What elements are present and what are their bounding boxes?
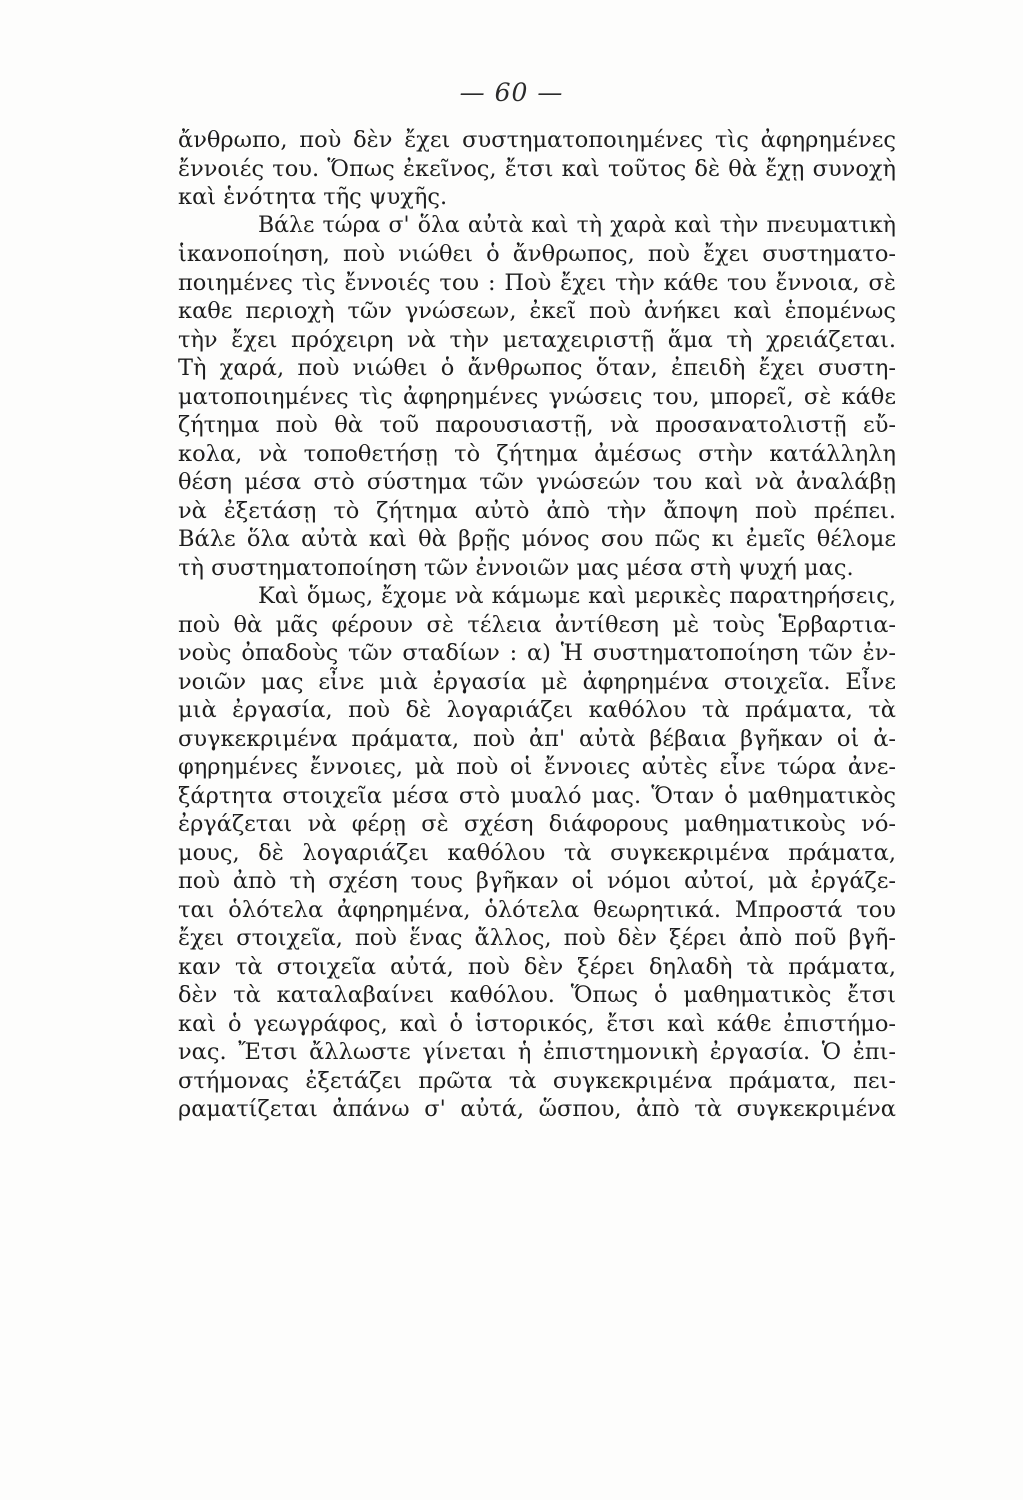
- text-line: ζήτημα ποὺ θὰ τοῦ παρουσιαστῇ, νὰ προσανατολιστῇ εὔ-: [178, 412, 896, 438]
- text-line: στήμονας ἐξετάζει πρῶτα τὰ συγκεκριμένα πράματα, πει-: [178, 1067, 896, 1094]
- text-line: Βάλε ὅλα αὐτὰ καὶ θὰ βρῇς μόνος σου πῶς κι ἐμεῖς θέλομε: [178, 526, 896, 552]
- text-line: νας. Ἔτσι ἄλλωστε γίνεται ἡ ἐπιστημονικὴ ἐργασία. Ὁ ἐπι-: [178, 1039, 896, 1065]
- text-line: καὶ ὁ γεωγράφος, καὶ ὁ ἱστορικός, ἔτσι καὶ κάθε ἐπιστήμο-: [178, 1010, 896, 1037]
- text-line: τὴ συστηματοποίηση τῶν ἐννοιῶν μας μέσα στὴ ψυχή μας.: [178, 554, 854, 581]
- text-line: ται ὁλότελα ἀφηρημένα, ὁλότελα θεωρητικά. Μπροστά του: [178, 896, 896, 923]
- text-line: ποὺ θὰ μᾶς φέρουν σὲ τέλεια ἀντίθεση μὲ τοὺς Ἑρβαρτια-: [178, 611, 896, 638]
- text-line: νοιῶν μας εἶνε μιὰ ἐργασία μὲ ἀφηρημένα στοιχεῖα. Εἶνε: [178, 668, 896, 695]
- text-line: καν τὰ στοιχεῖα αὐτά, ποὺ δὲν ξέρει δηλαδὴ τὰ πράματα,: [178, 953, 896, 980]
- text-line: ραματίζεται ἀπάνω σ' αὐτά, ὥσπου, ἀπὸ τὰ συγκεκριμένα: [178, 1096, 896, 1122]
- text-line: φηρημένες ἔννοιες, μὰ ποὺ οἱ ἔννοιες αὐτὲς εἶνε τώρα ἀνε-: [178, 754, 896, 780]
- text-line: ποὺ ἀπὸ τὴ σχέση τους βγῆκαν οἱ νόμοι αὐτοί, μὰ ἐργάζε-: [178, 868, 896, 894]
- text-line: ἔννοιές του. Ὅπως ἐκεῖνος, ἔτσι καὶ τοῦτος δὲ θὰ ἔχῃ συνοχὴ: [178, 155, 896, 182]
- text-line: Τὴ χαρά, ποὺ νιώθει ὁ ἄνθρωπος ὅταν, ἐπειδὴ ἔχει συστη-: [178, 355, 896, 381]
- text-line: Καὶ ὅμως, ἔχομε νὰ κάμωμε καὶ μερικὲς παρατηρήσεις,: [258, 583, 896, 609]
- text-line: ποιημένες τὶς ἔννοιές του : Ποὺ ἔχει τὴν κάθε του ἔννοια, σὲ: [178, 269, 896, 296]
- text-line: μους, δὲ λογαριάζει καθόλου τὰ συγκεκριμένα πράματα,: [178, 839, 896, 866]
- body-text: [178, 126, 896, 1124]
- text-line: καὶ ἑνότητα τῆς ψυχῆς.: [178, 184, 448, 210]
- text-line: κολα, νὰ τοποθετήσῃ τὸ ζήτημα ἀμέσως στὴν κατάλληλη: [178, 440, 896, 467]
- text-line: καθε περιοχὴ τῶν γνώσεων, ἐκεῖ ποὺ ἀνήκει καὶ ἑπομένως: [178, 298, 896, 324]
- text-line: θέση μέσα στὸ σύστημα τῶν γνώσεών του καὶ νὰ ἀναλάβῃ: [178, 469, 896, 495]
- text-line: ἔχει στοιχεῖα, ποὺ ἕνας ἄλλος, ποὺ δὲν ξέρει ἀπὸ ποῦ βγῆ-: [178, 925, 896, 951]
- text-line: Βάλε τώρα σ' ὅλα αὐτὰ καὶ τὴ χαρὰ καὶ τὴν πνευματικὴ: [258, 212, 896, 238]
- text-line: συγκεκριμένα πράματα, ποὺ ἀπ' αὐτὰ βέβαια βγῆκαν οἱ ἀ-: [178, 725, 896, 752]
- text-line: δὲν τὰ καταλαβαίνει καθόλου. Ὅπως ὁ μαθηματικὸς ἔτσι: [178, 982, 896, 1008]
- text-line: ματοποιημένες τὶς ἀφηρημένες γνώσεις του, μπορεῖ, σὲ κάθε: [178, 383, 896, 410]
- page-number: — 60 —: [459, 78, 564, 107]
- text-line: νὰ ἐξετάσῃ τὸ ζήτημα αὐτὸ ἀπὸ τὴν ἄποψη ποὺ πρέπει.: [178, 497, 896, 524]
- text-line: τὴν ἔχει πρόχειρη νὰ τὴν μεταχειριστῇ ἅμα τὴ χρειάζεται.: [178, 326, 896, 353]
- text-line: ἄνθρωπο, ποὺ δὲν ἔχει συστηματοποιημένες τὶς ἀφηρημένες: [178, 127, 896, 153]
- text-line: νοὺς ὀπαδοὺς τῶν σταδίων : α) Ἡ συστηματοποίηση τῶν ἐν-: [178, 640, 896, 666]
- text-line: ἐργάζεται νὰ φέρῃ σὲ σχέση διάφορους μαθηματικοὺς νό-: [178, 811, 896, 837]
- text-line: ἱκανοποίηση, ποὺ νιώθει ὁ ἄνθρωπος, ποὺ ἔχει συστηματο-: [178, 241, 896, 267]
- text-line: ξάρτητα στοιχεῖα μέσα στὸ μυαλό μας. Ὅταν ὁ μαθηματικὸς: [178, 782, 896, 809]
- text-line: μιὰ ἐργασία, ποὺ δὲ λογαριάζει καθόλου τὰ πράματα, τὰ: [178, 697, 896, 723]
